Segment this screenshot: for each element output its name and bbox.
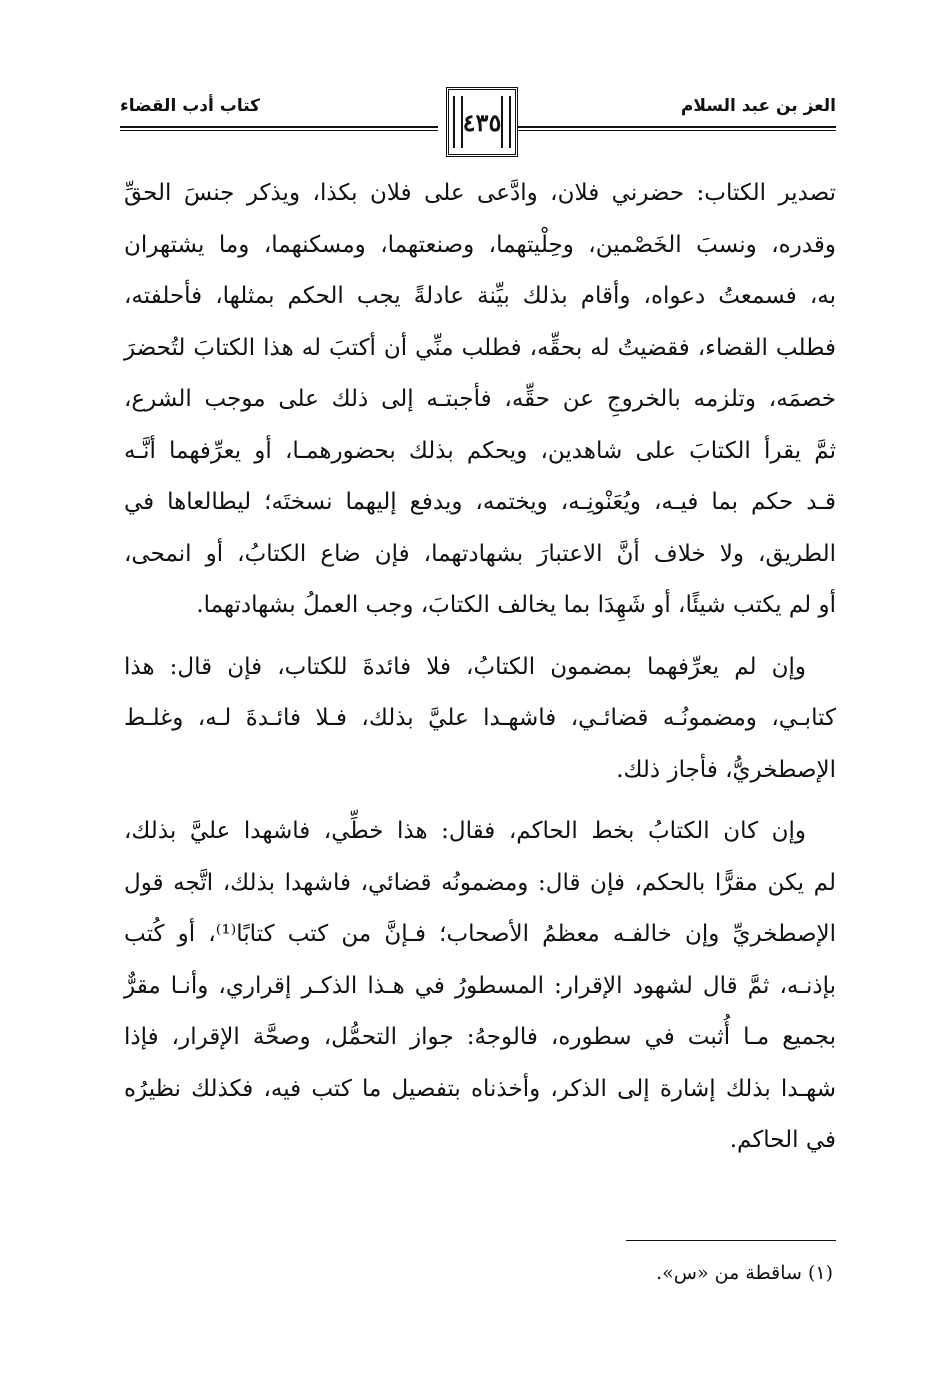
text-line: شهـدا بذلك إشارة إلى الذكر، وأخذناه بتفصيل ما كتب فيه، فكذلك نظيرُه xyxy=(124,1075,836,1102)
text-line: الطريق، ولا خلاف أنَّ الاعتبارَ بشهادتهما، فإن ضاع الكتابُ، أو انمحى، xyxy=(124,540,836,567)
main-text xyxy=(124,168,836,1177)
page-number-frame xyxy=(446,87,518,157)
header-rule-right xyxy=(518,126,836,128)
text-line: وإن كان الكتابُ بخط الحاكم، فقال: هذا خطِّي، فاشهدا عليَّ بذلك، xyxy=(124,818,806,844)
text-line: في الحاكم. xyxy=(729,1127,836,1153)
running-head-title: كتاب أدب القضاء xyxy=(120,96,261,116)
page-number: ٤٣٥ xyxy=(462,107,502,137)
text-line: لم يكن مقرًّا بالحكم، فإن قال: ومضمونُه قضائي، فاشهدا بذلك، اتَّجه قول xyxy=(124,869,836,896)
text-line: به، فسمعتُ دعواه، وأقام بذلك بيِّنة عادلةً يجب الحكم بمثلها، فأحلفته، xyxy=(124,283,836,309)
footnote-separator xyxy=(626,1240,836,1241)
header-rule-left-thin xyxy=(120,130,438,131)
text-line: وقدره، ونسبَ الخَصْمين، وحِلْيتهما، وصنعتهما، ومسكنهما، وما يشتهران xyxy=(124,231,836,258)
text-line: أو لم يكتب شيئًا، أو شَهِدَا بما يخالف الكتابَ، وجب العملُ بشهادتهما. xyxy=(196,592,836,618)
text-line: فطلب القضاء، فقضيتُ له بحقِّه، فطلب منِّي أن أكتبَ له هذا الكتابَ لتُحضرَ xyxy=(124,334,836,361)
page-header xyxy=(120,84,836,174)
paragraph xyxy=(124,806,836,1167)
paragraph xyxy=(124,168,836,632)
running-head-author: العز بن عبد السلام xyxy=(680,96,836,116)
footnote: (١) ساقطة من «س». xyxy=(656,1262,833,1284)
paragraph xyxy=(124,642,836,797)
text-line: تصدير الكتاب: حضرني فلان، وادَّعى على فلان بكذا، ويذكر جنسَ الحقِّ xyxy=(124,180,836,206)
text-line: الإصطخريُّ، فأجاز ذلك. xyxy=(616,756,836,783)
text-line: خصمَه، وتلزمه بالخروجِ عن حقِّه، فأجبتـه إلى ذلك على موجب الشرع، xyxy=(124,386,836,412)
header-rule-left xyxy=(120,126,438,128)
text-line: ثمَّ يقرأ الكتابَ على شاهدين، ويحكم بذلك بحضورهمـا، أو يعرِّفهما أنَّـه xyxy=(124,437,836,464)
text-line: بإذنـه، ثمَّ قال لشهود الإقرار: المسطورُ في هـذا الذكـر إقراري، وأنـا مقرٌّ xyxy=(124,972,836,999)
text-line: قـد حكم بما فيـه، ويُعَنْونِـه، ويختمه، ويدفع إليهما نسختَه؛ ليطالعاها في xyxy=(124,489,836,515)
header-rule-right-thin xyxy=(518,130,836,131)
text-line: الإصطخريِّ وإن خالفـه معظمُ الأصحاب؛ فـإنَّ من كتب كتابًا⁽¹⁾، أو كُتب xyxy=(124,921,837,947)
text-line: بجميع مـا أُثبت في سطوره، فالوجهُ: جواز التحمُّل، وصحَّة الإقرار، فإذا xyxy=(124,1024,836,1050)
text-line: وإن لم يعرِّفهما بمضمون الكتابُ، فلا فائدةَ للكتاب، فإن قال: هذا xyxy=(124,653,806,680)
text-line: كتابـي، ومضمونُـه قضائـي، فاشهـدا عليَّ بذلك، فـلا فائـدةَ لـه، وغلـط xyxy=(124,705,836,731)
